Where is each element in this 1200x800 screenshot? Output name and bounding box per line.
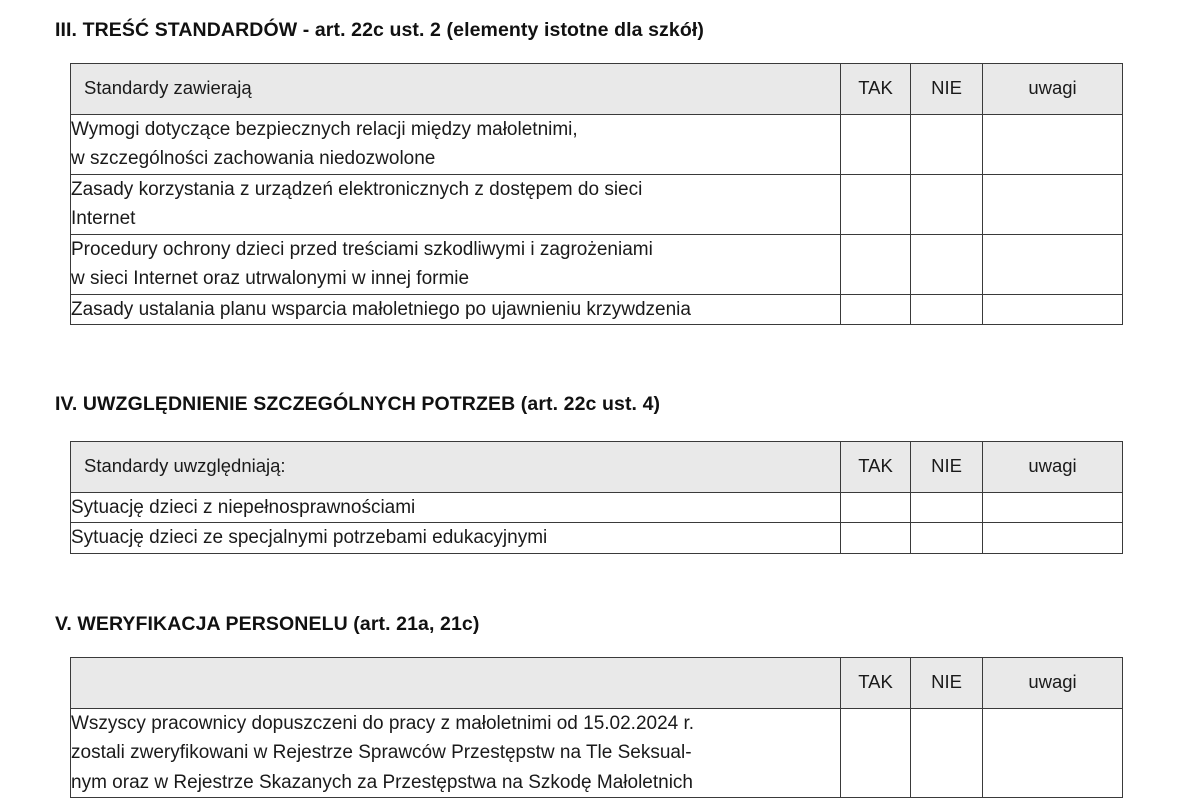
column-header-yes: TAK (841, 658, 911, 709)
section-heading-v: V. WERYFIKACJA PERSONELU (art. 21a, 21c) (55, 613, 480, 635)
table-header-row (71, 64, 1123, 115)
statement-line: Sytuację dzieci z niepełnosprawnościami (71, 497, 416, 518)
column-header-statement: Standardy zawierają (71, 64, 841, 115)
statement-line: zostali zweryfikowani w Rejestrze Sprawców Przestępstw na Tle Seksual- (71, 742, 692, 764)
statement-line: Wymogi dotyczące bezpiecznych relacji między małoletnimi, (71, 119, 578, 140)
yes-checkbox-cell[interactable] (841, 115, 911, 175)
statement-cell (71, 174, 841, 234)
table-header-row (71, 442, 1123, 493)
checklist-table-iii (70, 63, 1123, 325)
no-checkbox-cell[interactable] (911, 294, 983, 324)
yes-checkbox-cell[interactable] (841, 709, 911, 798)
table-row (71, 234, 1123, 294)
no-checkbox-cell[interactable] (911, 709, 983, 798)
table-row (71, 493, 1123, 523)
notes-cell[interactable] (983, 174, 1123, 234)
statement-cell (71, 523, 841, 553)
yes-checkbox-cell[interactable] (841, 174, 911, 234)
yes-checkbox-cell[interactable] (841, 523, 911, 553)
yes-checkbox-cell[interactable] (841, 493, 911, 523)
table-row (71, 174, 1123, 234)
statement-cell (71, 294, 841, 324)
column-header-no: NIE (911, 658, 983, 709)
column-header-yes: TAK (841, 442, 911, 493)
no-checkbox-cell[interactable] (911, 174, 983, 234)
statement-cell (71, 493, 841, 523)
statement-line: Zasady korzystania z urządzeń elektronicznych z dostępem do sieci (71, 178, 643, 200)
table-header-row (71, 658, 1123, 709)
column-header-notes: uwagi (983, 658, 1123, 709)
column-header-notes: uwagi (983, 64, 1123, 115)
column-header-statement (71, 658, 841, 709)
column-header-no: NIE (911, 64, 983, 115)
table-row (71, 115, 1123, 175)
checklist-table-v (70, 657, 1123, 798)
notes-cell[interactable] (983, 234, 1123, 294)
no-checkbox-cell[interactable] (911, 115, 983, 175)
statement-line: Zasady ustalania planu wsparcia małoletniego po ujawnieniu krzywdzenia (71, 298, 691, 320)
notes-cell[interactable] (983, 294, 1123, 324)
no-checkbox-cell[interactable] (911, 493, 983, 523)
notes-cell[interactable] (983, 115, 1123, 175)
statement-line: Wszyscy pracownicy dopuszczeni do pracy z małoletnimi od 15.02.2024 r. (71, 713, 695, 734)
no-checkbox-cell[interactable] (911, 234, 983, 294)
column-header-statement: Standardy uwzględniają: (71, 442, 841, 493)
section-heading-iii: III. TREŚĆ STANDARDÓW - art. 22c ust. 2 (elementy istotne dla szkół) (55, 19, 704, 41)
notes-cell[interactable] (983, 709, 1123, 798)
statement-line: w sieci Internet oraz utrwalonymi w innej formie (71, 268, 470, 290)
column-header-yes: TAK (841, 64, 911, 115)
yes-checkbox-cell[interactable] (841, 234, 911, 294)
statement-line: Sytuację dzieci ze specjalnymi potrzebami edukacyjnymi (71, 527, 548, 549)
table-row (71, 709, 1123, 798)
table-row (71, 294, 1123, 324)
statement-line: w szczególności zachowania niedozwolone (71, 148, 436, 170)
statement-line: Procedury ochrony dzieci przed treściami szkodliwymi i zagrożeniami (71, 238, 653, 260)
statement-line: nym oraz w Rejestrze Skazanych za Przestępstwa na Szkodę Małoletnich (71, 771, 693, 793)
notes-cell[interactable] (983, 493, 1123, 523)
notes-cell[interactable] (983, 523, 1123, 553)
no-checkbox-cell[interactable] (911, 523, 983, 553)
checklist-table-iv (70, 441, 1123, 554)
column-header-no: NIE (911, 442, 983, 493)
column-header-notes: uwagi (983, 442, 1123, 493)
table-row (71, 523, 1123, 553)
statement-cell (71, 709, 841, 798)
yes-checkbox-cell[interactable] (841, 294, 911, 324)
statement-line: Internet (71, 208, 136, 230)
statement-cell (71, 234, 841, 294)
section-heading-iv: IV. UWZGLĘDNIENIE SZCZEGÓLNYCH POTRZEB (art. 22c ust. 4) (55, 393, 661, 415)
statement-cell (71, 115, 841, 175)
